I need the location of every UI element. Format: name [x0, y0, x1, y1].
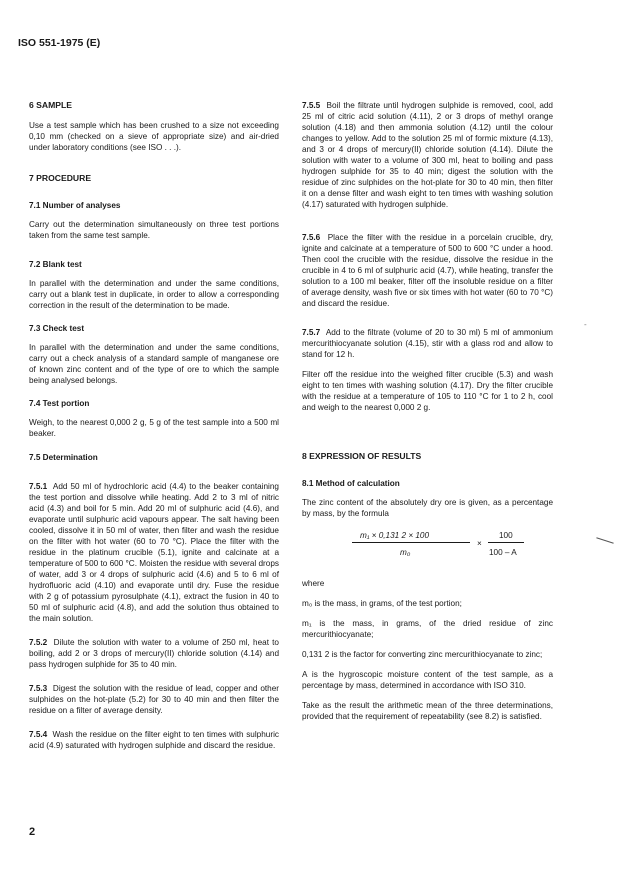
formula-numerator-1: m₁ × 0,131 2 × 100 [360, 531, 430, 540]
section-7-5-6-text: Place the filter with the residue in a porcelain crucible, dry, ignite and calcinate at a temperature of 500 to 600 °C under a hood. Then cool the crucible with the residue, dissolve the residue in the crucible in 4 to 6 ml of sulphuric acid (4.7), while heating, transfer the solution to a 100 ml beaker, filter off the insoluble residue on a filter of average density, wash five or six times with hot water (60 to 70 °C) and discard the residue. [302, 233, 553, 308]
formula-denominator-1: m₀ [400, 548, 411, 557]
section-7-5-1-text: Add 50 ml of hydrochloric acid (4.4) to the beaker containing the test portion and dissolve while heating. Add 2 to 3 ml of nitric acid (4.3) and boil for 5 min. Add 20 ml of sulphuric acid (4.6), and evaporate until sulphuric acid vapours appear. The salt having been cooled, dissolve it in 50 ml of water, then filter and wash the residue on the filter with hot water (60 to 70 °C). Place the filter with the residue in the platinum crucible (5.1), ignite and calcinate at a temperature of 500 to 600 °C. Moisten the residue with several drops of water, add 3 or 4 drops of sulphuric acid (4.6) and 5 to 6 ml of hydrofluoric acid (4.10) and evaporate until dry. Fuse the residue with 2 g of potassium pyrosulphate (4.1), extract the fusion in 40 to 50 ml of sulphuric acid (4.8), and add the solution thus obtained to the main solution. [29, 482, 279, 623]
section-7-title: 7 PROCEDURE [29, 173, 92, 183]
section-7-5-2-text: Dilute the solution with water to a volume of 250 ml, heat to boiling, add 2 or 3 drops of mercury(II) chloride solution (4.14) and pass hydrogen sulphide for 35 to 40 min. [29, 638, 279, 669]
section-8-title: 8 EXPRESSION OF RESULTS [302, 451, 422, 461]
section-7-5-5 [302, 100, 553, 210]
section-8-1-text: The zinc content of the absolutely dry ore is given, as a percentage by mass, by the formula [302, 498, 553, 518]
formula-times-sign: × [477, 539, 482, 548]
section-6-text: Use a test sample which has been crushed to a size not exceeding 0,10 mm (checked on a sieve of appropriate size) and air-dried under laboratory conditions (see ISO . . .). [29, 121, 279, 152]
right-column [302, 100, 553, 731]
section-7-4-text: Weigh, to the nearest 0,000 2 g, 5 g of the test sample into a 500 ml beaker. [29, 418, 279, 438]
section-7-5-7-text-2: Filter off the residue into the weighed filter crucible (5.3) and wash eight to ten times with washing solution (4.17). Dry the filter crucible with the residue at a temperature of 105 to 110 °C for 1 to 2 h, cool and weigh to the nearest 0,000 2 g. [302, 370, 553, 412]
definition-m1: m₁ is the mass, in grams, of the dried residue of zinc mercurithiocyanate; [302, 619, 553, 639]
section-7-5-title: 7.5 Determination [29, 453, 98, 462]
section-7-4-title: 7.4 Test portion [29, 399, 90, 408]
definition-a: A is the hygroscopic moisture content of the test sample, as a percentage by mass, determined in accordance with ISO 310. [302, 670, 553, 690]
formula-fraction-bar-2 [488, 542, 524, 543]
section-7-1-title: 7.1 Number of analyses [29, 201, 121, 210]
section-7-5-2 [29, 637, 279, 670]
formula-numerator-2: 100 [499, 531, 513, 540]
definition-factor: 0,131 2 is the factor for converting zinc mercurithiocyanate to zinc; [302, 650, 543, 659]
final-paragraph: Take as the result the arithmetic mean of the three determinations, provided that the requirement of repeatability (see 8.2) is satisfied. [302, 701, 553, 721]
section-7-3-title: 7.3 Check test [29, 324, 85, 333]
section-7-5-7-number: 7.5.7 [302, 328, 321, 337]
section-7-5-4 [29, 729, 279, 751]
section-7-5-1 [29, 481, 279, 624]
formula-denominator-2: 100 – A [489, 548, 517, 557]
page-header: ISO 551-1975 (E) [18, 37, 101, 49]
section-7-5-7 [302, 327, 553, 360]
section-7-5-1-number: 7.5.1 [29, 482, 48, 491]
section-7-5-4-text: Wash the residue on the filter eight to ten times with sulphuric acid (4.9) saturated with hydrogen sulphide and discard the residue. [29, 730, 279, 750]
section-7-5-3-text: Digest the solution with the residue of lead, copper and other sulphides on the hot-plate (5.2) for 30 to 40 min and then filter the residue on a filter of average density. [29, 684, 279, 715]
section-7-5-3-number: 7.5.3 [29, 684, 48, 693]
left-column [29, 100, 279, 760]
scan-mark-line [596, 537, 613, 544]
section-7-2-text: In parallel with the determination and under the same conditions, carry out a blank test in duplicate, in order to allow a corresponding correction in the result of the determination to be made. [29, 279, 279, 310]
section-6-title: 6 SAMPLE [29, 100, 72, 110]
where-label: where [302, 579, 325, 588]
section-7-3-text: In parallel with the determination and under the same conditions, carry out a check analysis of a standard sample of manganese ore of known zinc content and of the type of ore to which the sample being analysed belongs. [29, 343, 279, 385]
section-7-2-title: 7.2 Blank test [29, 260, 82, 269]
section-8-1-title: 8.1 Method of calculation [302, 479, 400, 488]
section-7-5-4-number: 7.5.4 [29, 730, 48, 739]
zinc-content-formula [302, 528, 553, 572]
formula-fraction-bar-1 [352, 542, 470, 543]
section-7-5-5-number: 7.5.5 [302, 101, 321, 110]
section-7-5-6-number: 7.5.6 [302, 233, 321, 242]
section-7-1-text: Carry out the determination simultaneously on three test portions taken from the same test sample. [29, 220, 279, 240]
section-7-5-6 [302, 232, 553, 309]
section-7-5-5-text: Boil the filtrate until hydrogen sulphide is removed, cool, add 25 ml of citric acid solution (4.11), 2 or 3 drops of methyl orange solution (4.18) and then ammonia solution (4.12) until the colour changes to yellow. Add to the solution 25 ml of formic mixture (4.13), and 3 or 4 drops of mercury(II) chloride solution (4.14). Dilute the solution with water to a volume of 300 ml, heat to boiling and pass hydrogen sulphide for 35 to 40 min; digest the solution with the residue of zinc sulphides on the hot-plate for 30 to 40 min, then filter it on a dense filter and wash eight to ten times with washing solution (4.17) saturated with hydrogen sulphide. [302, 101, 553, 209]
section-7-5-7-text: Add to the filtrate (volume of 20 to 30 ml) 5 ml of ammonium mercurithiocyanate solution (4.15), stir with a glass rod and allow to stand for 12 h. [302, 328, 553, 359]
definition-m0: m₀ is the mass, in grams, of the test portion; [302, 599, 462, 608]
page-number: 2 [29, 826, 36, 838]
section-7-5-3 [29, 683, 279, 716]
scan-mark-dash: - [584, 320, 587, 329]
section-7-5-2-number: 7.5.2 [29, 638, 48, 647]
